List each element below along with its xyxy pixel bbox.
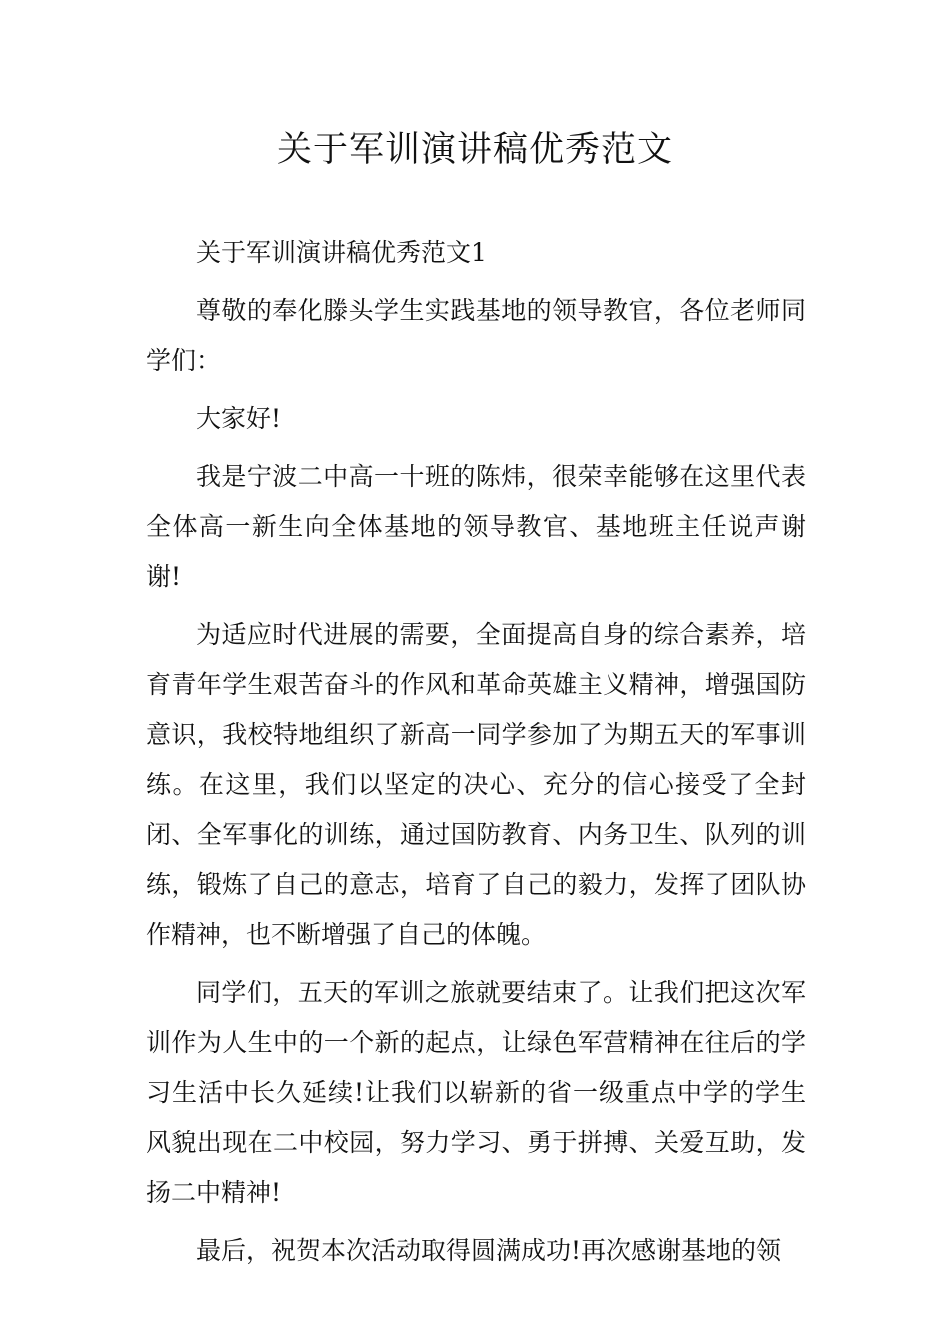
document-body — [146, 228, 806, 1284]
document-title: 关于军训演讲稿优秀范文 — [276, 130, 673, 170]
paragraph-introduction: 我是宁波二中高一十班的陈炜，很荣幸能够在这里代表全体高一新生向全体基地的领导教官、基地班主任说声谢谢! — [146, 462, 806, 591]
paragraph-heading: 关于军训演讲稿优秀范文1 — [196, 238, 487, 267]
paragraph-conclusion: 同学们，五天的军训之旅就要结束了。让我们把这次军训作为人生中的一个新的起点，让绿色军营精神在往后的学习生活中长久延续!让我们以崭新的省一级重点中学的学生风貌出现在二中校园，努力学习、勇于拼搏、关爱互助，发扬二中精神! — [146, 978, 806, 1207]
paragraph-training: 为适应时代进展的需要，全面提高自身的综合素养，培育青年学生艰苦奋斗的作风和革命英雄主义精神，增强国防意识，我校特地组织了新高一同学参加了为期五天的军事训练。在这里，我们以坚定的决心、充分的信心接受了全封闭、全军事化的训练，通过国防教育、内务卫生、队列的训练，锻炼了自己的意志，培育了自己的毅力，发挥了团队协作精神，也不断增强了自己的体魄。 — [146, 620, 806, 949]
paragraph-closing: 最后，祝贺本次活动取得圆满成功!再次感谢基地的领 — [196, 1236, 782, 1265]
paragraph-salutation: 尊敬的奉化滕头学生实践基地的领导教官，各位老师同学们： — [146, 296, 806, 375]
paragraph-greeting: 大家好! — [196, 404, 282, 433]
